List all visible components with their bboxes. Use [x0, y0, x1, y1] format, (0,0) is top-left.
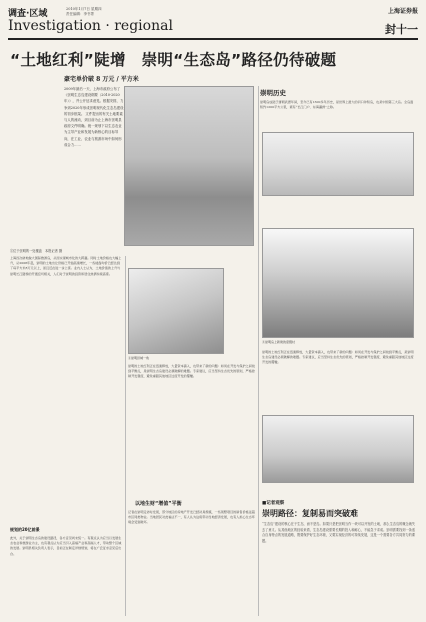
page-number: 封十一 — [385, 23, 418, 36]
observation-text: “生态岛”建设的核心在于生态，而不是岛。如果只是把崇明当作一块可以开发的土地，那么生态岛的概念就失去了意义。从其他地区的经验来看，生态岛建设需要长期的投入和耐心，不能急于求成。崇明需要找到一条适合自身特点的发展道路，既要保护好生态环境，又要实现经济的可持续发展，这是一个需要各方共同努力的课题。 — [262, 522, 416, 543]
photo-landscape — [262, 132, 414, 196]
observation-title: 崇明路径：复制易而突破难 — [262, 509, 358, 518]
lead-paragraph — [64, 86, 124, 148]
subhead-land-value: 以地生财“增值”平衡 — [135, 501, 182, 507]
article-headline: “土地红利”陡增 崇明“生态岛”路径仍待破题 — [10, 51, 337, 69]
article-subheadline: 豪宅单价破 8 万元 / 平方米 — [64, 76, 139, 83]
body-column-1: 上海四次辟地做大国际旅游岛，从而实现城市化的大跨越。同时土地价格也大幅上升，从2008年起，崇明的土地出让价格已开始高速增长，一些楼盘均价已经达到了每平方米8万元以上，而且还在进一步上涨。业内人士认为，土地价值的上升与崇明长江隧桥的开通密切相关，人们对于崇明的投资和居住热情持续高涨。 — [10, 256, 122, 276]
body-column-2: 崇明的土地红利正在迅速释放，大量资本涌入，也带来了新的问题：如何在开发与保护之间找到平衡点，是崇明生态岛建设必须破解的难题。专家建议，应当坚持生态优先的原则，严格控制开发强度，避免重蹈其他地区过度开发的覆辙。 — [128, 364, 255, 379]
page-header — [8, 6, 418, 38]
column-divider — [125, 256, 126, 616]
observation-tag: ■记者观察 — [262, 501, 285, 506]
date-line-2: 责任编辑：李书菁 — [66, 12, 94, 16]
photo-caption-1: ①位于崇明的一处楼盘 本报记者 摄 — [10, 249, 63, 253]
body-column-3: 记者在崇明走访时发现，部分地区的房地产开发已经初具规模，一些别墅项目的销售价格远超市区同类物业。当地居民对此看法不一，有人认为这将带动当地经济发展，也有人担心生态环境会受到破坏。 — [128, 510, 255, 525]
date-line-1: 2010年1月7日 星期四 — [66, 7, 102, 11]
photo-caption-3: ③崇明县城一角 — [128, 356, 150, 360]
subhead-plan: 规划的20亿前景 — [10, 527, 40, 532]
photo-resort — [262, 228, 414, 338]
paper-name: 上海证券报 — [387, 8, 418, 15]
masthead-right — [385, 6, 418, 37]
sidebar-divider — [258, 86, 259, 616]
sidebar-body: 崇明的土地红利正在迅速释放，大量资本涌入，也带来了新的问题：如何在开发与保护之间找到平衡点，是崇明生态岛建设必须破解的难题。专家建议，应当坚持生态优先的原则，严格控制开发强度，避免重蹈其他地区过度开发的覆辙。 — [262, 350, 414, 365]
photo-caption-2: ②崇明岛上新建的度假村 — [262, 340, 296, 344]
lead-text-1: 2009年最后一天，上海市政府公布了《崇明生态岛建设纲要（2010-2020年）》，并公开征求意见。根据安排，力争到2020年形成崇明现代化生态岛建设的初步框架。 — [64, 87, 124, 116]
lead-text-2: 文件提出的有关土地要素与人的流动，到目前为止上海市崇明县政府文件明确。统一规划下以生态农业为主导产业和发展为新核心的目标导向，在工业、农业与旅游市场中如何形成合力…… — [64, 111, 123, 147]
section-label: 调查·区域 — [8, 9, 48, 19]
sidebar-text: 崇明岛成陆于唐朝武德年间，至今已有1300多年历史，是世界上最大的河口冲积岛，也是中国第三大岛。全岛面积约1200平方公里，素有“长江门户、东海瀛洲”之称。 — [260, 100, 414, 109]
issue-date — [66, 7, 126, 17]
sidebar-title: 崇明历史 — [260, 89, 286, 97]
header-rule — [8, 38, 418, 40]
section-english-title: Investigation · regional — [8, 18, 173, 34]
photo-building — [128, 268, 224, 354]
photo-street — [262, 415, 414, 483]
body-column-4: 此外，关于崇明生态岛的建设路径，各方意见尚未统一。有观点认为应当以发展生态农业和旅游业为主，也有观点认为应当引入高端产业和高端人才，带动整个区域的发展。崇明县相关负责人表示，目前正在制定详细规划，将在广泛征求意见后出台。 — [10, 536, 122, 556]
photo-tree-lined-road — [124, 86, 254, 246]
